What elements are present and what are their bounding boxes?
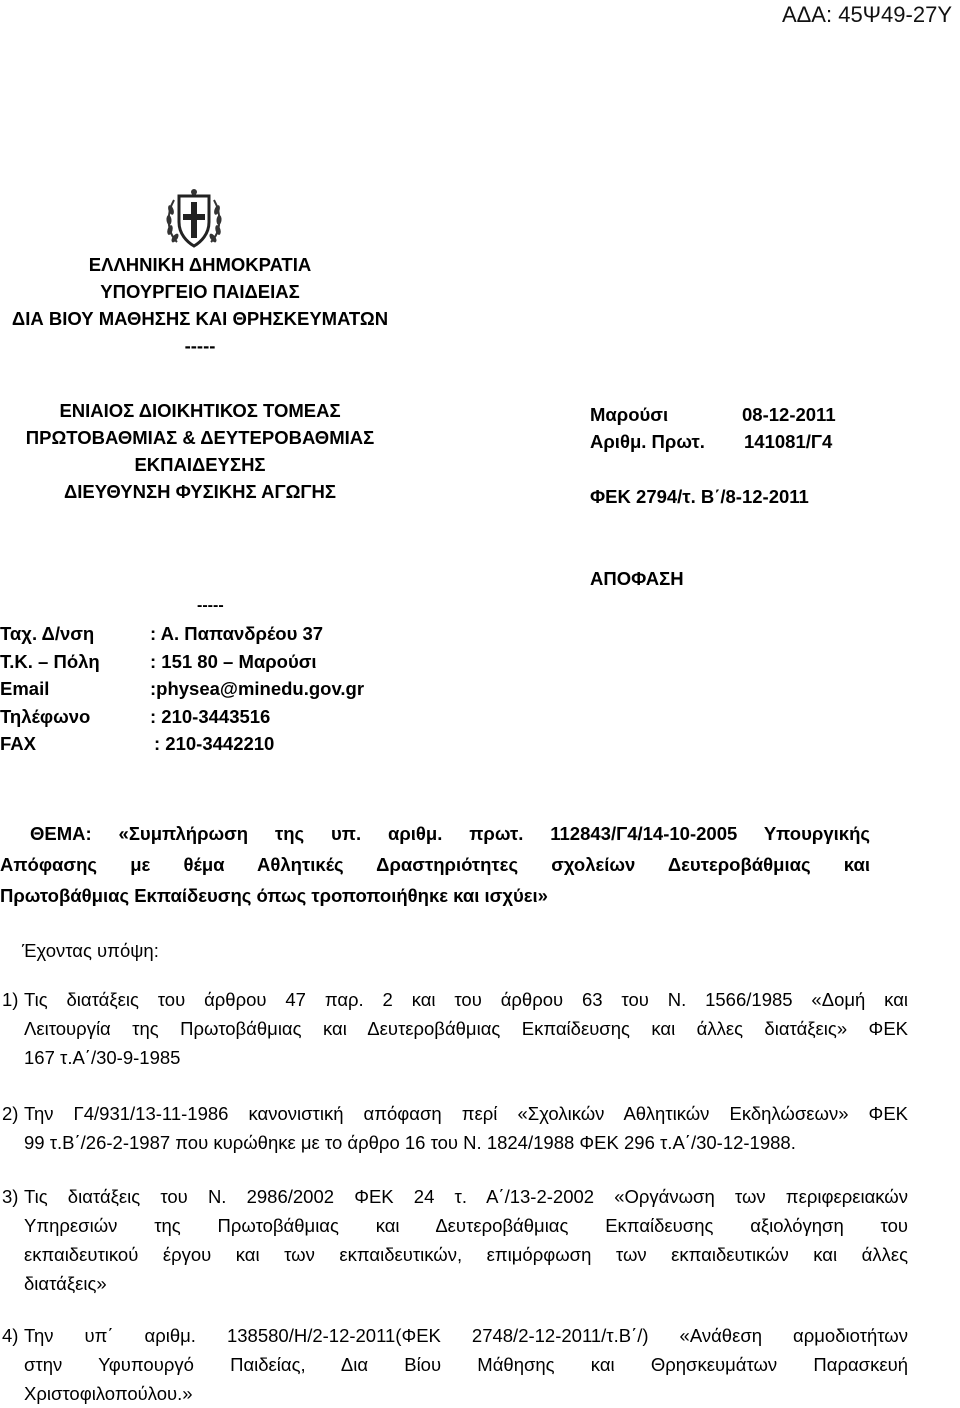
greek-emblem-icon <box>163 186 225 252</box>
contact-label-address: Ταχ. Δ/νση <box>0 623 95 644</box>
subject-line-2: Απόφασης με θέμα Αθλητικές Δραστηριότητες σχολείων Δευτεροβάθμιας και <box>0 854 870 875</box>
list-item-line: Την Γ4/931/13-11-1986 κανονιστική απόφαση περί «Σχολικών Αθλητικών Εκδηλώσεων» ΦΕΚ <box>24 1103 908 1124</box>
contact-label-phone: Τηλέφωνο <box>0 705 91 727</box>
contact-label-fax: FAX <box>0 733 36 754</box>
protocol-number: 141081/Γ4 <box>744 431 833 452</box>
list-item-text <box>24 1321 908 1408</box>
contact-label-email: Email <box>0 678 50 699</box>
header-separator: ----- <box>184 335 216 356</box>
contact-value-address: : Α. Παπανδρέου 37 <box>150 623 324 644</box>
contact-label-city: Τ.Κ. – Πόλη <box>0 650 100 672</box>
contact-value-phone: : 210-3443516 <box>150 705 271 727</box>
list-item-number: 1) <box>2 989 19 1010</box>
document-type: ΑΠΟΦΑΣΗ <box>590 568 684 589</box>
place-label: Μαρούσι <box>590 404 669 425</box>
list-item-line: εκπαιδευτικού έργου και των εκπαιδευτικών, επιμόρφωση των εκπαιδευτικών και άλλες <box>24 1244 908 1265</box>
document-date: 08-12-2011 <box>742 404 836 425</box>
list-item-number: 3) <box>2 1186 19 1207</box>
list-item-number: 4) <box>2 1325 19 1346</box>
contact-value-fax: : 210-3442210 <box>154 733 275 754</box>
list-item-text <box>24 1182 908 1298</box>
list-item-number: 2) <box>2 1103 19 1124</box>
considering-heading: Έχοντας υπόψη: <box>22 940 159 961</box>
ministry-header <box>0 251 400 359</box>
header-line-ministry: ΥΠΟΥΡΓΕΙΟ ΠΑΙΔΕΙΑΣ <box>100 281 300 302</box>
subject-line-3: Πρωτοβάθμιας Εκπαίδευσης όπως τροποποιήθηκε και ισχύει» <box>0 885 548 906</box>
list-item-line: 99 τ.Β΄/26-2-1987 που κυρώθηκε με το άρθρο 16 του Ν. 1824/1988 ΦΕΚ 296 τ.Α΄/30-12-1988. <box>24 1132 796 1153</box>
list-item-line: Χριστοφιλοπούλου.» <box>24 1383 193 1404</box>
list-item-line: Την υπ΄ αριθμ. 138580/Η/2-12-2011(ΦΕΚ 2748/2-12-2011/τ.Β΄/) «Ανάθεση αρμοδιοτήτων <box>24 1325 908 1346</box>
list-item-text <box>24 1099 908 1157</box>
list-item-line: Τις διατάξεις του άρθρου 47 παρ. 2 και του άρθρου 63 του Ν. 1566/1985 «Δομή και <box>24 989 908 1010</box>
service-line-1: ΕΝΙΑΙΟΣ ΔΙΟΙΚΗΤΙΚΟΣ ΤΟΜΕΑΣ <box>59 400 341 421</box>
list-item-line: Υπηρεσιών της Πρωτοβάθμιας και Δευτεροβάθμιας Εκπαίδευσης αξιολόγηση του <box>24 1215 908 1236</box>
service-header <box>0 397 400 505</box>
fek-reference: ΦΕΚ 2794/τ. Β΄/8-12-2011 <box>590 486 809 507</box>
list-item-line: διατάξεις» <box>24 1273 107 1294</box>
ada-code: ΑΔΑ: 45Ψ49-27Υ <box>781 2 952 27</box>
list-item-line: Τις διατάξεις του Ν. 2986/2002 ΦΕΚ 24 τ. Α΄/13-2-2002 «Οργάνωση των περιφερειακών <box>24 1186 908 1207</box>
list-item-text <box>24 985 908 1072</box>
contact-value-email: :physea@minedu.gov.gr <box>150 678 365 699</box>
list-item-line: Λειτουργία της Πρωτοβάθμιας και Δευτεροβάθμιας Εκπαίδευσης και άλλες διατάξεις» ΦΕΚ <box>24 1018 908 1039</box>
header-line-republic: ΕΛΛΗΝΙΚΗ ΔΗΜΟΚΡΑΤΙΑ <box>88 254 312 275</box>
contact-value-city: : 151 80 – Μαρούσι <box>150 650 317 672</box>
header-line-ministry-cont: ΔΙΑ ΒΙΟΥ ΜΑΘΗΣΗΣ ΚΑΙ ΘΡΗΣΚΕΥΜΑΤΩΝ <box>11 308 389 329</box>
contact-separator: ----- <box>197 597 224 614</box>
subject-block <box>0 818 870 911</box>
service-line-4: ΔΙΕΥΘΥΝΣΗ ΦΥΣΙΚΗΣ ΑΓΩΓΗΣ <box>63 481 336 502</box>
service-line-3: ΕΚΠΑΙΔΕΥΣΗΣ <box>134 454 266 475</box>
considerations-list <box>0 985 910 1404</box>
protocol-label: Αριθμ. Πρωτ. <box>590 431 705 452</box>
subject-line-1: ΘΕΜΑ: «Συμπλήρωση της υπ. αριθμ. πρωτ. 112843/Γ4/14-10-2005 Υπουργικής <box>30 823 870 844</box>
service-line-2: ΠΡΩΤΟΒΑΘΜΙΑΣ & ΔΕΥΤΕΡΟΒΑΘΜΙΑΣ <box>25 427 375 448</box>
list-item-line: στην Υφυπουργό Παιδείας, Δια Βίου Μάθησης και Θρησκευμάτων Παρασκευή <box>24 1354 908 1375</box>
list-item-line: 167 τ.Α΄/30-9-1985 <box>24 1047 181 1068</box>
